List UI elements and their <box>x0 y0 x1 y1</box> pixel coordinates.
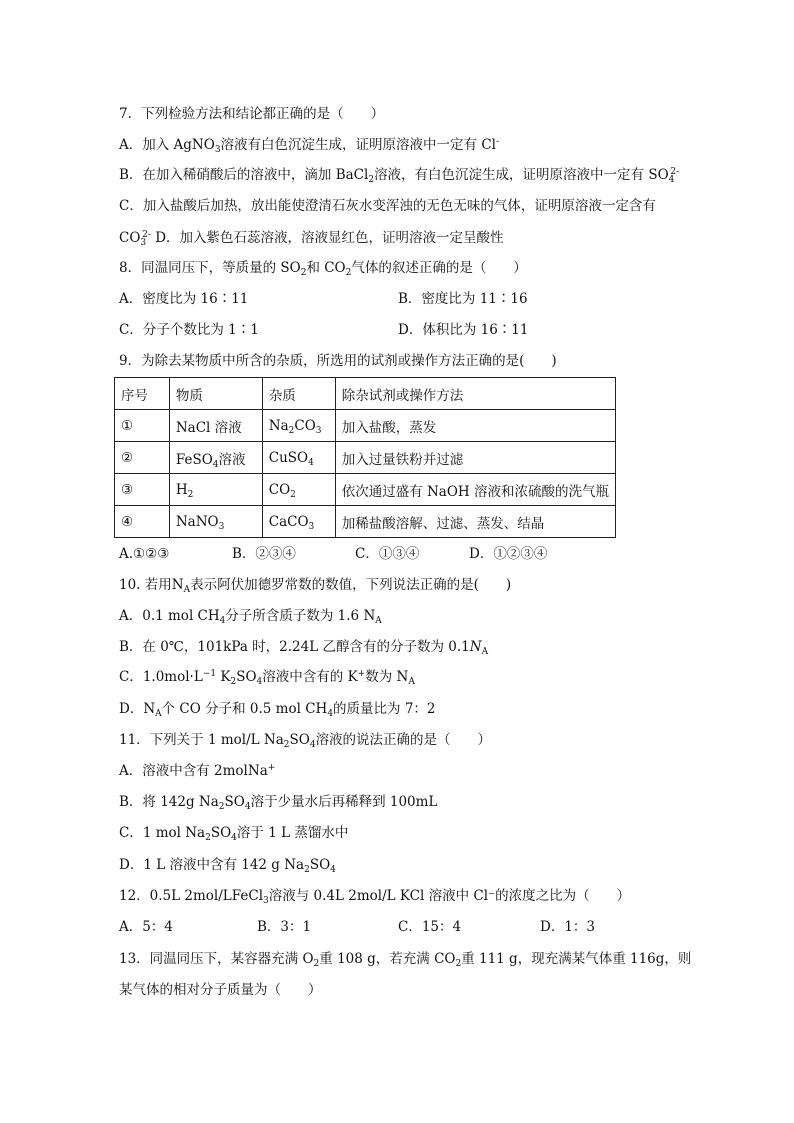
q12-stem: 12．0.5L 2mol/LFeCl$_3$溶液与 0.4L 2mol/L KCl 溶液中 Cl⁻的浓度之比为（ ） <box>119 888 631 906</box>
method-cell: 加稀盐酸溶解、过滤、蒸发、结晶 <box>335 506 615 538</box>
q11-option-c: C．1 mol $Na_2SO_4$溶于 1 L 蒸馏水中 <box>119 825 349 843</box>
impurity-cell: $CO_2$ <box>262 474 335 506</box>
q9-table <box>114 377 616 538</box>
header-cell: 杂质 <box>262 378 335 410</box>
header-cell: 序号 <box>115 378 170 410</box>
q12-option-c: C．15：4 <box>398 919 462 935</box>
table-row <box>115 442 616 474</box>
method-cell: 加入盐酸，蒸发 <box>335 410 615 442</box>
row-number: ③ <box>115 474 170 506</box>
q9-option-a: A.①②③ <box>119 546 170 562</box>
impurity-cell: CaCO$_3$ <box>262 506 335 538</box>
header-cell: 除杂试剂或操作方法 <box>335 378 615 410</box>
q9-option-c: C．①③④ <box>355 546 420 562</box>
header-cell: 物质 <box>169 378 262 410</box>
q9-option-b: B．②③④ <box>232 546 296 562</box>
q7-option-c: C．加入盐酸后加热，放出能使澄清石灰水变浑浊的无色无味的气体，证明原溶液一定含有 <box>119 198 656 214</box>
substance-cell: NaCl 溶液 <box>169 410 262 442</box>
substance-cell: FeSO$_4$溶液 <box>169 442 262 474</box>
q10-option-d: D．$N_A$个 CO 分子和 0.5 mol $CH_4$的质量比为 7：2 <box>119 701 436 719</box>
q12-option-b: B．3：1 <box>257 919 312 935</box>
q11-stem: 11．下列关于 1 mol/L $Na_2SO_4$溶液的说法正确的是（ ） <box>119 732 492 750</box>
substance-cell: $H_2$ <box>169 474 262 506</box>
table-row <box>115 506 616 538</box>
q8-option-d: D．体积比为 16∶11 <box>398 322 529 338</box>
q7-option-a: A．加入 AgNO$_3$溶液有白色沉淀生成，证明原溶液中一定有 Cl- <box>119 137 500 155</box>
method-cell: 依次通过盛有 NaOH 溶液和浓硫酸的洗气瓶 <box>335 474 615 506</box>
row-number: ② <box>115 442 170 474</box>
q10-option-a: A．0.1 mol $CH_4$分子所含质子数为 1.6 $N_A$ <box>119 608 382 626</box>
q13-stem-line2: 某气体的相对分子质量为（ ） <box>119 982 322 998</box>
q8-option-a: A．密度比为 16∶11 <box>119 291 249 307</box>
q7-option-b: B．在加入稀硝酸后的溶液中，滴加 BaCl$_2$溶液，有白色沉淀生成，证明原溶液中一定有 $SO_4^{2-}$ <box>119 167 680 185</box>
row-number: ① <box>115 410 170 442</box>
q8-stem: 8．同温同压下，等质量的 $SO_2$和 $CO_2$气体的叙述正确的是（ ） <box>119 260 527 278</box>
q11-option-a: A．溶液中含有 2molNa+ <box>119 763 276 779</box>
q11-option-b: B．将 142g $Na_2SO_4$溶于少量水后再稀释到 100mL <box>119 794 438 812</box>
q10-stem: 10. 若用$N_A$表示阿伏加德罗常数的数值，下列说法正确的是( ) <box>119 577 512 595</box>
impurity-cell: CuSO$_4$ <box>262 442 335 474</box>
q11-option-d: D．1 L 溶液中含有 142 g $Na_2SO_4$ <box>119 857 336 875</box>
row-number: ④ <box>115 506 170 538</box>
q13-stem-line1: 13．同温同压下，某容器充满 $O_2$重 108 g，若充满 $CO_2$重 111 g，现充满某气体重 116g，则 <box>119 951 692 969</box>
table-header-row <box>115 378 616 410</box>
table-row <box>115 410 616 442</box>
q7-stem: 7．下列检验方法和结论都正确的是（ ） <box>119 106 385 122</box>
q12-option-a: A．5：4 <box>119 919 173 935</box>
substance-cell: NaNO$_3$ <box>169 506 262 538</box>
q10-option-b: B．在 0℃，101kPa 时，2.24L 乙醇含有的分子数为 $0.1N_A$ <box>119 639 489 657</box>
table-row <box>115 474 616 506</box>
q7-option-c-cont-d: $CO_3^{2-}$ D．加入紫色石蕊溶液，溶液显红色，证明溶液一定呈酸性 <box>119 230 504 248</box>
q8-option-c: C．分子个数比为 1∶1 <box>119 322 259 338</box>
q9-stem: 9．为除去某物质中所含的杂质，所选用的试剂或操作方法正确的是( ) <box>119 353 557 369</box>
impurity-cell: $Na_2CO_3$ <box>262 410 335 442</box>
q12-option-d: D．1：3 <box>540 919 596 935</box>
method-cell: 加入过量铁粉并过滤 <box>335 442 615 474</box>
q8-option-b: B．密度比为 11∶16 <box>398 291 528 307</box>
q10-option-c: C．$1.0mol\cdot L^{-1}$ $K_2SO_4$溶液中含有的 K+数为 $N_A$ <box>119 669 415 687</box>
q9-option-d: D．①②③④ <box>469 546 548 562</box>
